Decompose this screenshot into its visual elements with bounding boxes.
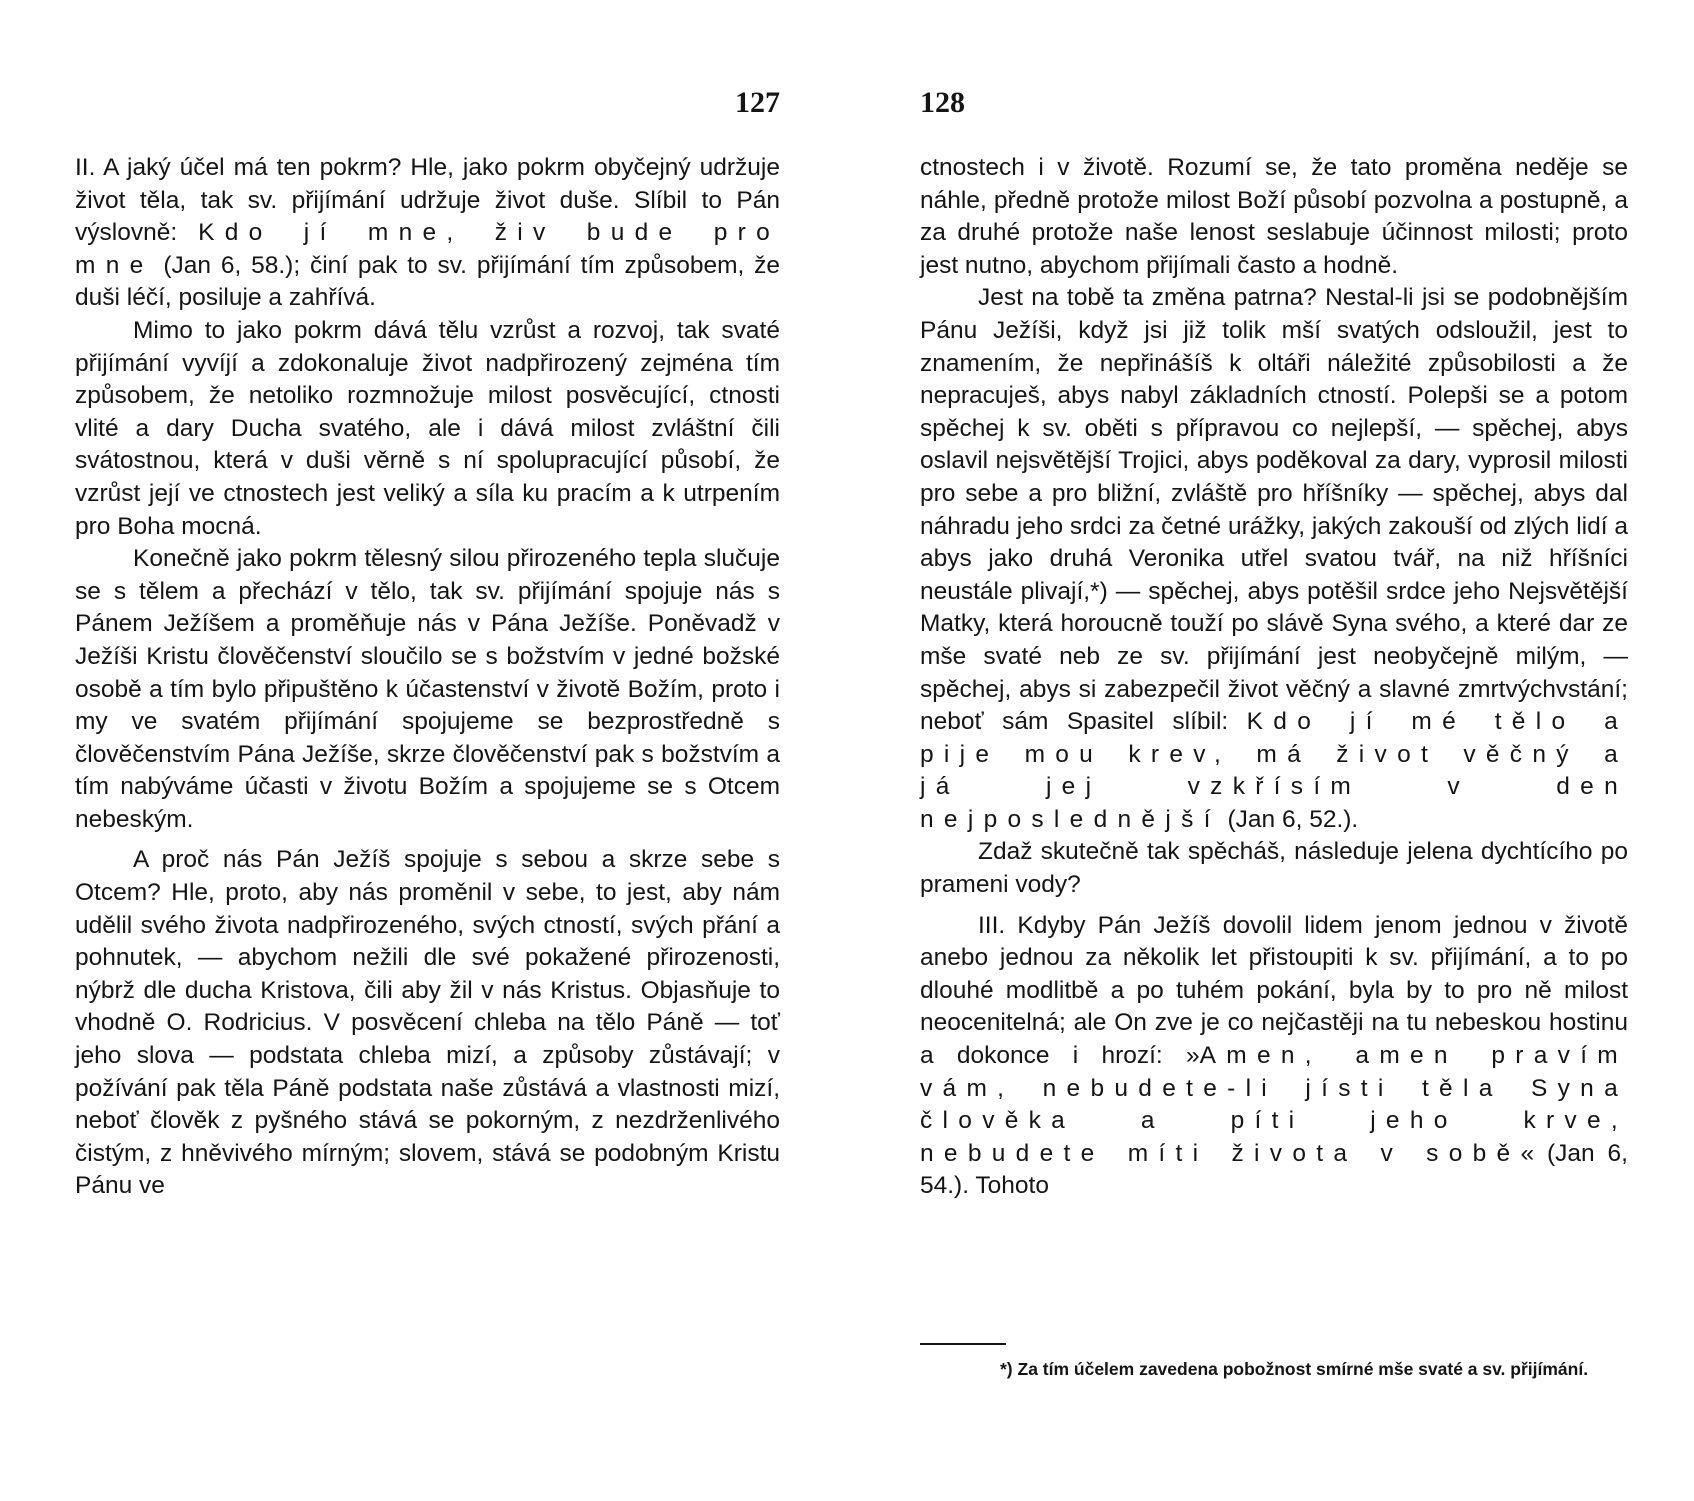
paragraph: A proč nás Pán Ježíš spojuje s sebou a skrze sebe s Otcem? Hle, proto, aby nás proměnil v sebe, to jest, aby nám udělil svého života nadpřirozeného, svých ctností, svých přání a pohnutek, — abychom nežili dle své pokažené přirozenosti, nýbrž dle ducha Kristova, čili aby žil v nás Kristus. Objasňuje to vhodně O. Rodricius. V posvěcení chleba na tělo Páně — toť jeho slova — podstata chleba mizí, a způsoby zůstávají; v požívání pak těla Páně podstata naše zůstává a vlastnosti mizí, neboť člověk z pyšného stává se pokorným, z nezdrženlivého čistým, z hněvivého mírným; slovem, stává se podobným Kristu Pánu ve (75, 846, 780, 1200)
page-number: 128 (920, 86, 965, 119)
paragraph: ctnostech i v životě. Rozumí se, že tato proměna neděje se náhle, předně protože milost Boží působí pozvolna a postupně, a za druhé protože naše lenost seslabuje účinnost milosti; proto jest nutno, abychom přijímali často a hodně. (920, 154, 1628, 279)
paragraph: III. Kdyby Pán Ježíš dovolil lidem jenom jednou v životě anebo jednou za několik let přistoupiti k sv. přijímání, a to po dlouhé modlitbě a po tuhém pokání, byla by to pro ně milost neocenitelná; ale On zve je co nejčastěji na tu nebeskou hostinu a dokonce i hrozí: »Amen, amen pravím vám, nebudete-li jísti těla Syna člověka a píti jeho krve, nebudete míti života v sobě« (Jan 6, 54.). Tohoto (920, 911, 1629, 1200)
footnote-divider (920, 1343, 1006, 1345)
paragraph: Konečně jako pokrm tělesný silou přirozeného tepla slučuje se s tělem a přechází v tělo, tak sv. přijímání spojuje nás s Pánem Ježíšem a proměňuje nás v Pána Ježíše. Poněvadž v Ježíši Kristu člověčenství sloučilo se s božstvím v jedné božské osobě a tím bylo připuštěno k účastenství v životě Božím, proto i my ve svatém přijímání spojujeme se bezprostředně s člověčenstvím Pána Ježíše, skrze člověčenství pak s božstvím a tím nabýváme účasti v životu Božím a spojujeme se s Otcem nebeským. (75, 545, 780, 833)
spaced-quote: Kdo jí mé tělo a pije mou krev, má život věčný a já jej vzkřísím v den nejposlednější (920, 708, 1628, 833)
footnote (920, 1355, 1624, 1384)
right-page (920, 0, 1628, 1501)
page-number: 127 (735, 86, 780, 119)
paragraph: II. A jaký účel má ten pokrm? Hle, jako pokrm obyčejný udržuje život těla, tak sv. přijímání udržuje život duše. Slíbil to Pán výslovně: Kdo jí mne, živ bude pro mne (Jan 6, 58.); činí pak to sv. přijímání tím způsobem, že duši léčí, posiluje a zahřívá. (75, 154, 780, 312)
spaced-quote: Kdo jí mne, živ bude pro mne (75, 219, 780, 279)
left-page (75, 0, 780, 1501)
paragraph: Mimo to jako pokrm dává tělu vzrůst a rozvoj, tak svaté přijímání vyvíjí a zdokonaluje život nadpřirozený zejména tím způsobem, že netoliko rozmnožuje milost posvěcující, ctnosti vlité a dary Ducha svatého, ale i dává milost zvláštní čili svátostnou, která v duši věrně s ní spolupracující působí, že vzrůst její ve ctnostech jest veliký a síla ku pracím a k utrpením pro Boha mocná. (75, 316, 780, 540)
spaced-quote: Amen, amen pravím vám, nebudete-li jísti těla Syna člověka a píti jeho krve, nebudete míti života v sobě (920, 1042, 1629, 1167)
paragraph: Zdaž skutečně tak spěcháš, následuje jelena dychtícího po prameni vody? (920, 838, 1628, 899)
footnote-text: *) Za tím účelem zavedena pobožnost smírné mše svaté a sv. přijímání. (1000, 1359, 1589, 1379)
page-body (75, 152, 780, 1203)
page-body (920, 152, 1628, 1203)
paragraph: Jest na tobě ta změna patrna? Nestal-li jsi se podobnějším Pánu Ježíši, když jsi již tolik mší svatých odsloužil, jest to znamením, že nepřinášíš k oltáři náležité způsobilosti a že nepracuješ, abys nabyl základních ctností. Polepši se a potom spěchej k sv. oběti s přípravou co nejlepší, — spěchej, abys oslavil nejsvětější Trojici, abys poděkoval za dary, vyprosil milosti pro sebe a pro bližní, zvláště pro hříšníky — spěchej, abys dal náhradu jeho srdci za četné urážky, jakých zakouší od zlých lidí a abys jako druhá Veronika utřel svatou tvář, na niž hříšníci neustále plivají,*) — spěchej, abys potěšil srdce jeho Nejsvětější Matky, která horoucně touží po slávě Syna svého, a které dar ze mše svaté neb ze sv. přijímání jest neobyčejně milým, — spěchej, abys si zabezpečil život věčný a slavné zmrtvýchvstání; neboť sám Spasitel slíbil: Kdo jí mé tělo a pije mou krev, má život věčný a já jej vzkřísím v den nejposlednější (Jan 6, 52.). (920, 284, 1628, 833)
